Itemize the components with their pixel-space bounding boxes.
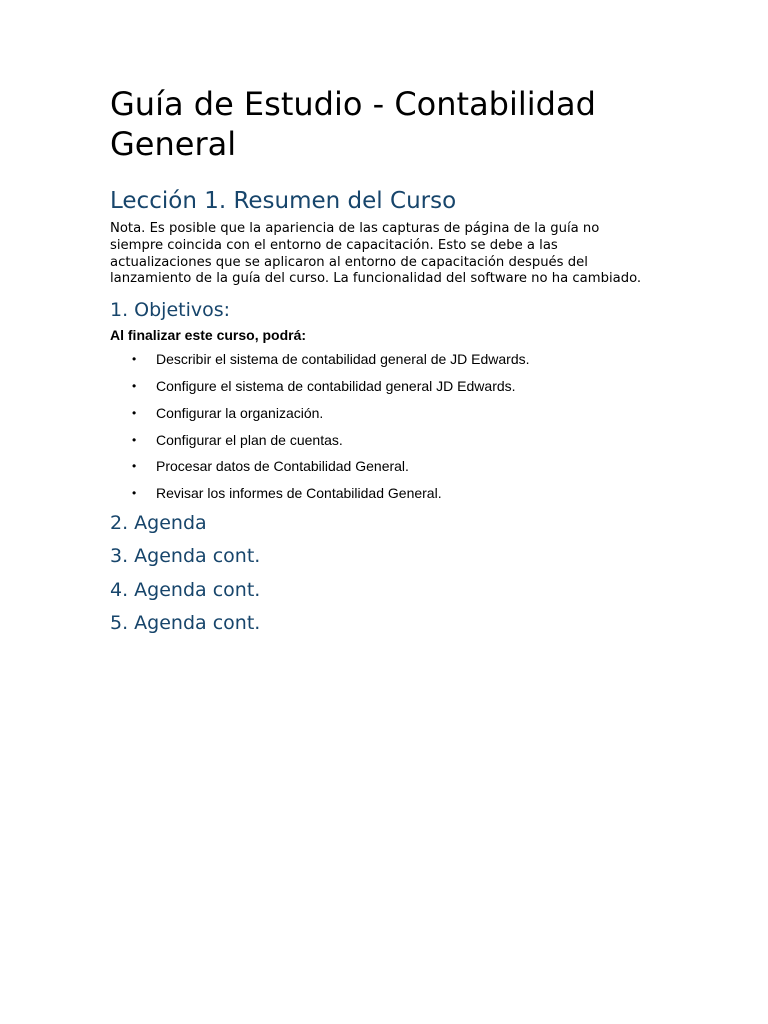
objective-text: Procesar datos de Contabilidad General. (156, 458, 409, 475)
objective-item (110, 377, 650, 395)
objective-item (110, 457, 650, 475)
objectives-intro: Al finalizar este curso, podrá: (110, 327, 307, 344)
objective-text: Describir el sistema de contabilidad general de JD Edwards. (156, 351, 530, 368)
objective-item (110, 431, 650, 449)
objective-item (110, 404, 650, 422)
document-page (110, 84, 650, 645)
objectives-heading: 1. Objetivos: (110, 299, 231, 322)
bullet-icon: • (132, 432, 137, 447)
bullet-icon: • (132, 459, 137, 474)
bullet-icon: • (132, 405, 137, 420)
bullet-icon: • (132, 378, 137, 393)
objective-text: Configurar el plan de cuentas. (156, 431, 343, 448)
agenda-cont-heading: 4. Agenda cont. (110, 578, 261, 601)
objectives-list (110, 350, 650, 502)
objective-text: Revisar los informes de Contabilidad General. (156, 485, 442, 502)
lesson-heading: Lección 1. Resumen del Curso (110, 188, 457, 214)
objective-item (110, 484, 650, 502)
agenda-cont-heading: 3. Agenda cont. (110, 545, 261, 568)
objective-text: Configure el sistema de contabilidad general JD Edwards. (156, 377, 516, 394)
bullet-icon: • (132, 486, 137, 501)
agenda-cont-heading: 5. Agenda cont. (110, 612, 261, 635)
document-title: Guía de Estudio - Contabilidad General (110, 85, 596, 163)
note-paragraph: Nota. Es posible que la apariencia de las capturas de página de la guía no siempre coincida con el entorno de capacitación. Esto se debe a las actualizaciones que se aplicaron al entorno de capacitación después del lanzamiento de la guía del curso. La funcionalidad del software no ha cambiado. (110, 221, 642, 287)
bullet-icon: • (132, 352, 137, 367)
objective-text: Configurar la organización. (156, 404, 324, 421)
agenda-heading: 2. Agenda (110, 511, 207, 534)
agenda-sections (110, 511, 650, 636)
objective-item (110, 350, 650, 368)
